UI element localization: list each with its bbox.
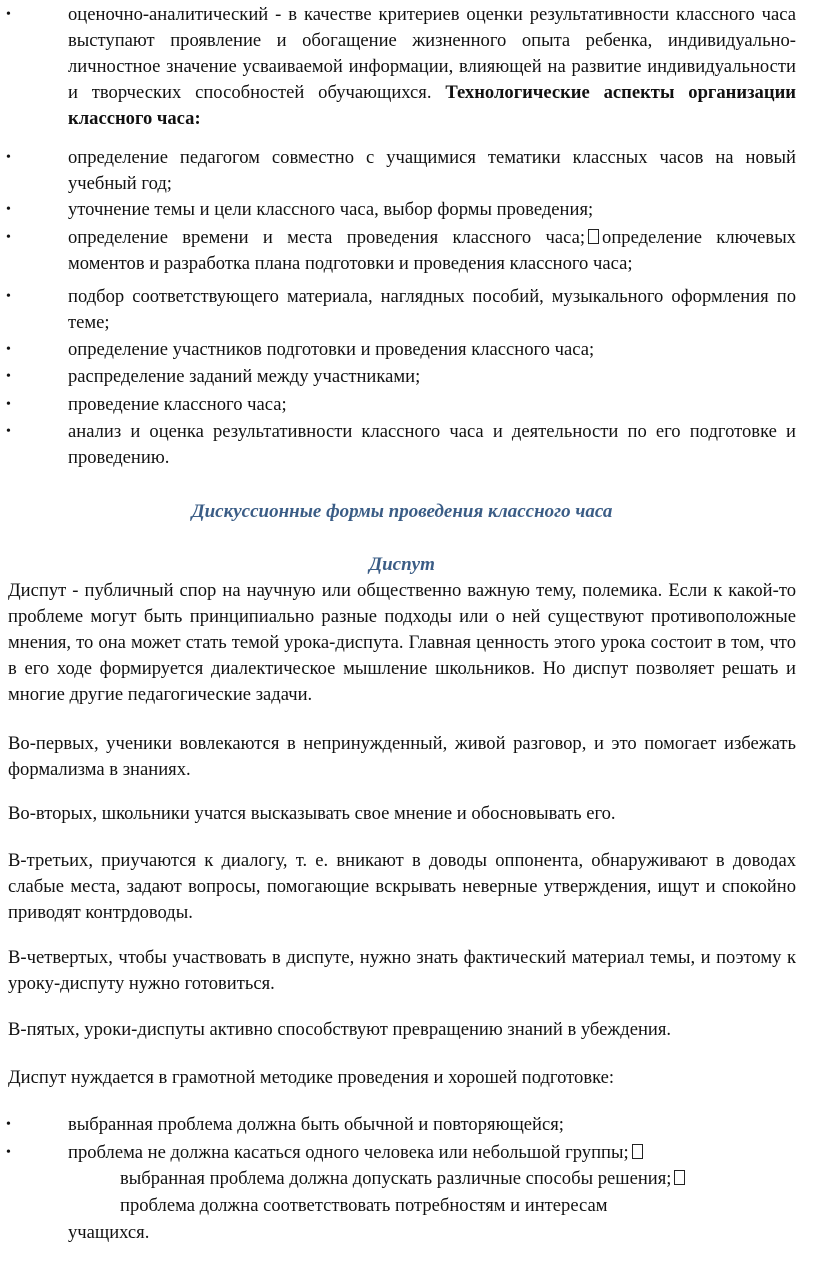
list-item (0, 2, 816, 132)
list-item (0, 364, 816, 390)
list-item (0, 225, 816, 277)
bullet: • (6, 150, 11, 165)
missing-glyph-box (588, 229, 599, 244)
list-item-text: распределение заданий между участниками; (68, 366, 421, 387)
paragraph: Диспут - публичный спор на научную или общественно важную тему, полемика. Если к какой-то проблеме могут быть принципиально разные подходы или о ней существуют противоположные мнения, то она может стать темой урока-диспута. Главная ценность этого урока состоит в том, что в его ходе формируется диалектическое мышление школьников. Но диспут позволяет решать и многие другие педагогические задачи. (8, 580, 796, 705)
bullet: • (6, 7, 11, 22)
list-item-text: определение участников подготовки и проведения классного часа; (68, 339, 595, 360)
subsection-title: Диспут (369, 554, 435, 575)
list-item-text: определение педагогом совместно с учащимися тематики классных часов на новый учебный год; (68, 147, 796, 194)
list-item (0, 392, 816, 418)
list-item-continuation: учащихся. (68, 1222, 150, 1243)
list-item-text: выбранная проблема должна быть обычной и повторяющейся; (68, 1114, 564, 1135)
list-item-text: определение времени и места проведения классного часа; (68, 227, 586, 248)
bullet: • (6, 289, 11, 304)
bullet: • (6, 202, 11, 217)
bullet: • (6, 342, 11, 357)
bullet: • (6, 1145, 11, 1160)
list-item-text: анализ и оценка результативности классного часа и деятельности по его подготовке и проведению. (68, 421, 796, 468)
paragraph: В-четвертых, чтобы участвовать в диспуте, нужно знать фактический материал темы, и поэтому к уроку-диспуту нужно готовиться. (8, 947, 796, 994)
paragraph: Диспут нуждается в грамотной методике проведения и хорошей подготовке: (8, 1067, 615, 1088)
missing-glyph-box (674, 1170, 685, 1185)
list-item (0, 145, 816, 197)
list-item-text: определение ключевых моментов и разработка плана подготовки и проведения классного часа; (68, 227, 796, 274)
list-item-text: оценочно-аналитический - в качестве критериев оценки результативности классного часа выступают проявление и обогащение жизненного опыта ребенка, индивидуально-личностное значение усваиваемой информации, влияющей на развитие индивидуальности и творческих способностей обучающихся. (68, 4, 796, 103)
paragraph: В-третьих, приучаются к диалогу, т. е. вникают в доводы оппонента, обнаруживают в доводах слабые места, задают вопросы, помогающие вскрывать неверные утверждения, ищут и спокойно приводят контрдоводы. (8, 850, 796, 923)
bullet: • (6, 369, 11, 384)
bullet: • (6, 397, 11, 412)
list-item-continuation (0, 1166, 816, 1192)
list-item (0, 284, 816, 336)
paragraph: Во-первых, ученики вовлекаются в непринужденный, живой разговор, и это помогает избежать формализма в знаниях. (8, 733, 796, 780)
missing-glyph-box (632, 1144, 643, 1159)
list-item-text: проблема не должна касаться одного человека или небольшой группы; (68, 1142, 629, 1163)
list-item (0, 197, 816, 223)
bold-subheading: Технологические аспекты организации классного часа: (68, 82, 796, 129)
list-item-continuation (0, 1193, 816, 1219)
list-item (0, 1112, 816, 1138)
list-item-text: подбор соответствующего материала, наглядных пособий, музыкального оформления по теме; (68, 286, 796, 333)
list-item-text: проведение классного часа; (68, 394, 287, 415)
bullet: • (6, 424, 11, 439)
paragraph: В-пятых, уроки-диспуты активно способствуют превращению знаний в убеждения. (8, 1019, 672, 1040)
paragraph: Во-вторых, школьники учатся высказывать свое мнение и обосновывать его. (8, 803, 616, 824)
bullet: • (6, 230, 11, 245)
list-item (0, 337, 816, 363)
list-item (0, 1140, 816, 1166)
list-item (0, 419, 816, 471)
list-item-text: уточнение темы и цели классного часа, выбор формы проведения; (68, 199, 594, 220)
bullet: • (6, 1117, 11, 1132)
section-title: Дискуссионные формы проведения классного часа (191, 501, 613, 522)
list-item-text: выбранная проблема должна допускать различные способы решения; (120, 1168, 672, 1189)
list-item-text: проблема должна соответствовать потребностям и интересам (120, 1195, 608, 1216)
